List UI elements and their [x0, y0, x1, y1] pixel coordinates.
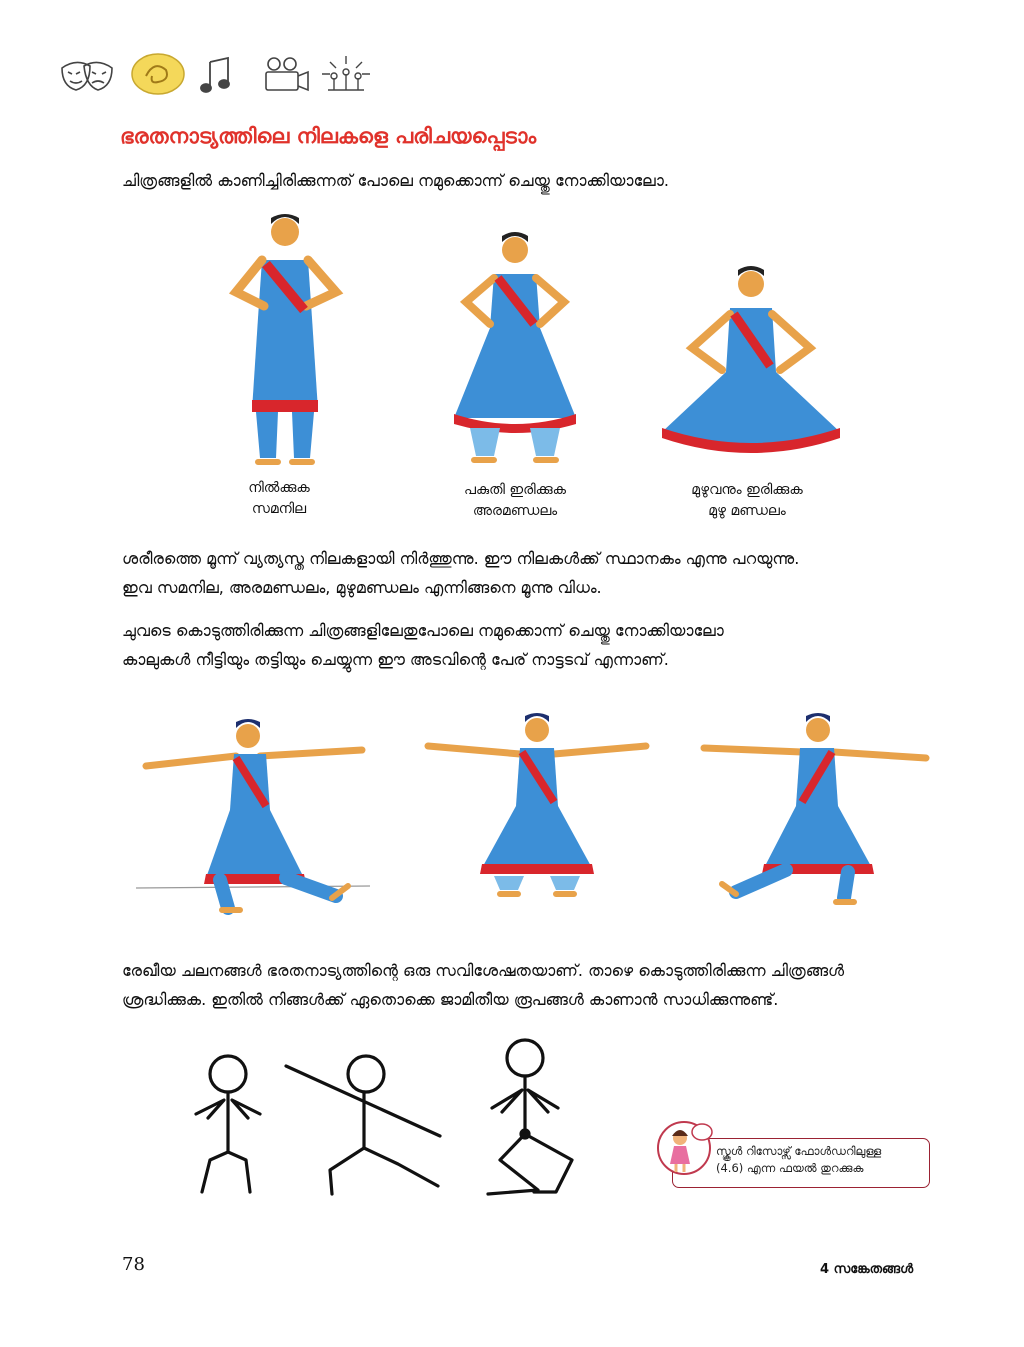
- dancer-muzhumandalam-figure: [658, 262, 844, 462]
- resource-note-text: [716, 1143, 881, 1177]
- stick-figures: [188, 1036, 592, 1200]
- pose-caption-line1: മുഴുവനും ഇരിക്കുക: [691, 482, 803, 498]
- dancer-samanila-figure: [220, 210, 350, 472]
- theatre-masks-icon: [62, 62, 112, 90]
- pose-caption-line2: അരമണ്ഡലം: [472, 503, 558, 519]
- pose-caption-samanila: [174, 478, 384, 520]
- dancer-aramandalam-figure: [440, 228, 590, 468]
- intro-text: ചിത്രങ്ങളിൽ കാണിച്ചിരിക്കുന്നത് പോലെ നമുക്കൊന്ന് ചെയ്തു നോക്കിയാലോ.: [122, 171, 669, 190]
- paragraph-sthanakam: [122, 544, 799, 602]
- paragraph-line: കാലുകൾ നീട്ടിയും തട്ടിയും ചെയ്യുന്ന ഈ അടവിന്റെ പേര് നാട്ടടവ് എന്നാണ്.: [122, 650, 669, 669]
- paragraph-line: ശ്രദ്ധിക്കുക. ഇതിൽ നിങ്ങൾക്ക് ഏതൊക്കെ ജാമിതീയ രൂപങ്ങൾ കാണാൻ സാധിക്കുന്നുണ്ട്.: [122, 990, 779, 1009]
- nattadavu-dancer-right: [700, 706, 930, 912]
- pose-caption-line1: നിൽക്കുക: [248, 480, 310, 496]
- paragraph-line: ഇവ സമനില, അരമണ്ഡലം, മുഴുമണ്ഡലം എന്നിങ്ങനെ മൂന്നു വിധം.: [122, 578, 602, 597]
- pose-caption-line2: മുഴു മണ്ഡലം: [708, 503, 786, 519]
- pose-caption-line1: പകുതി ഇരിക്കുക: [463, 482, 567, 498]
- pose-caption-line2: സമനില: [251, 501, 307, 517]
- nattadavu-dancer-center: [422, 708, 652, 904]
- paragraph-nattadavu: [122, 616, 724, 674]
- section-heading: ഭരതനാട്യത്തിലെ നിലകളെ പരിചയപ്പെടാം: [120, 124, 537, 148]
- music-notes-icon: [201, 58, 229, 92]
- stick-figure-1: [196, 1056, 260, 1192]
- paragraph-geometric: [122, 956, 844, 1014]
- paragraph-line: രേഖീയ ചലനങ്ങൾ ഭരതനാട്യത്തിന്റെ ഒരു സവിശേഷതയാണ്. താഴെ കൊടുത്തിരിക്കുന്ന ചിത്രങ്ങൾ: [122, 961, 845, 980]
- chapter-label: 4 സങ്കേതങ്ങൾ: [820, 1262, 914, 1277]
- paragraph-line: ശരീരത്തെ മൂന്ന് വ്യത്യസ്ത നിലകളായി നിർത്തുന്നു. ഈ നിലകൾക്ക് സ്ഥാനകം എന്നു പറയുന്നു.: [122, 549, 800, 568]
- header-icon-row: [58, 50, 388, 100]
- stick-figure-3: [488, 1040, 572, 1194]
- stick-figure-2: [286, 1056, 440, 1194]
- dance-emblem-icon: [132, 54, 184, 94]
- video-camera-icon: [266, 58, 308, 90]
- pose-caption-muzhumandalam: [642, 480, 852, 522]
- page-number: 78: [122, 1254, 145, 1275]
- girl-speech-icon: [656, 1118, 720, 1178]
- note-line1: സ്കൂൾ റിസോഴ്സ് ഫോൾഡറിലുള്ള: [716, 1144, 882, 1158]
- paragraph-line: ചുവടെ കൊടുത്തിരിക്കുന്ന ചിത്രങ്ങളിലേതുപോലെ നമുക്കൊന്ന് ചെയ്തു നോക്കിയാലോ: [122, 621, 724, 640]
- nattadavu-dancer-left: [136, 710, 376, 920]
- pose-caption-aramandalam: [410, 480, 620, 522]
- note-line2: (4.6) എന്ന ഫയൽ തുറക്കുക: [716, 1161, 864, 1175]
- stage-lights-icon: [322, 56, 370, 90]
